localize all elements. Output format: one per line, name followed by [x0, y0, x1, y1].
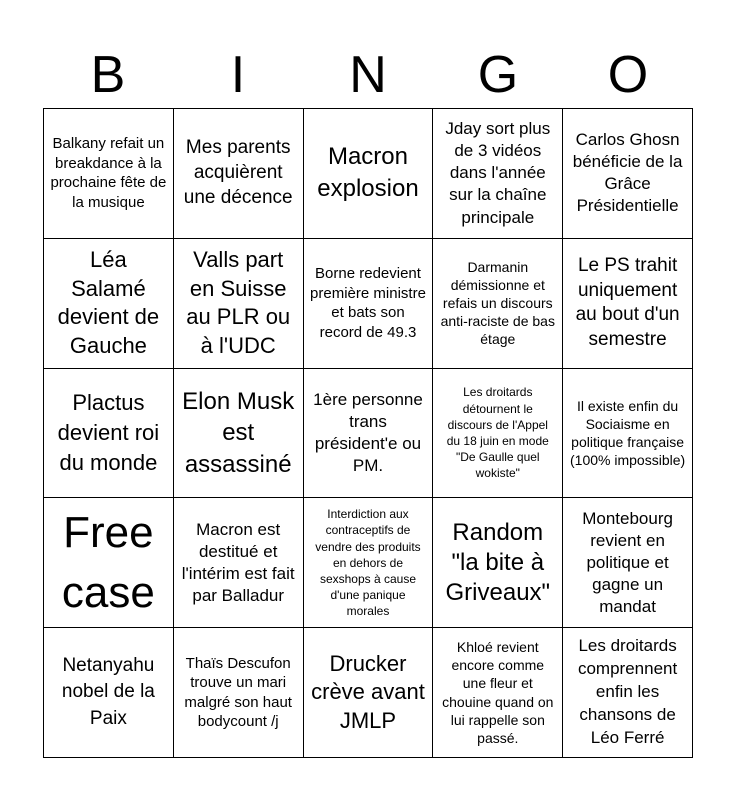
bingo-cell-text: Les droitards détournent le discours de l'Appel du 18 juin en mode "De Gaulle quel wokiste": [446, 385, 549, 481]
bingo-cell[interactable]: [563, 498, 693, 628]
bingo-cell-text: 1ère personne trans président'e ou PM.: [313, 389, 423, 476]
bingo-cell-text: Valls part en Suisse au PLR ou à l'UDC: [186, 247, 291, 358]
title-letter: O: [607, 46, 649, 104]
bingo-cell[interactable]: [44, 239, 174, 369]
bingo-cell-text: Netanyahu nobel de la Paix: [61, 654, 155, 729]
bingo-cell-text: Thaïs Descufon trouve un mari malgré son haut bodycount /j: [184, 654, 292, 731]
bingo-grid: [43, 108, 693, 758]
bingo-cell-text: Jday sort plus de 3 vidéos dans l'année sur la chaîne principale: [445, 119, 551, 227]
bingo-cell[interactable]: [174, 239, 304, 369]
bingo-cell-text: Macron est destitué et l'intérim est fait par Balladur: [181, 519, 295, 605]
bingo-cell-text: Les droitards comprennent enfin les chansons de Léo Ferré: [577, 636, 678, 747]
bingo-cell-text: Macron explosion: [317, 143, 419, 203]
title-letter: N: [349, 46, 387, 104]
bingo-cell[interactable]: [174, 109, 304, 239]
bingo-cell[interactable]: [433, 239, 563, 369]
bingo-cell-text: Balkany refait un breakdance à la prochaine fête de la musique: [50, 135, 167, 211]
bingo-cell-text: Plactus devient roi du monde: [57, 390, 160, 475]
bingo-cell[interactable]: [44, 369, 174, 499]
bingo-cell[interactable]: [44, 498, 174, 628]
bingo-cell[interactable]: [563, 109, 693, 239]
bingo-cell[interactable]: [174, 628, 304, 758]
bingo-cell[interactable]: [563, 239, 693, 369]
bingo-cell-text: Darmanin démissionne et refais un discours anti-raciste de bas étage: [440, 258, 555, 348]
title-letter: G: [477, 46, 519, 104]
bingo-cell-text: Khloé revient encore comme une fleur et chouine quand on lui rappelle son passé.: [442, 639, 554, 746]
title-letter: I: [230, 46, 246, 104]
bingo-cell[interactable]: [44, 109, 174, 239]
bingo-cell-text: Mes parents acquièrent une décence: [183, 137, 293, 208]
bingo-cell-text: Il existe enfin du Sociaisme en politique française (100% impossible): [570, 397, 686, 469]
bingo-cell[interactable]: [174, 369, 304, 499]
bingo-cell[interactable]: [174, 498, 304, 628]
bingo-cell[interactable]: [433, 369, 563, 499]
bingo-title: [43, 42, 693, 108]
bingo-cell-text: Drucker crève avant JMLP: [311, 650, 425, 733]
bingo-cell-text: Montebourg revient en politique et gagne un mandat: [582, 508, 673, 616]
bingo-cell-text: Borne redevient première ministre et bats son record de 49.3: [310, 265, 426, 341]
title-letter: B: [90, 46, 126, 104]
bingo-cell[interactable]: [304, 369, 434, 499]
bingo-cell-text: Elon Musk est assassiné: [182, 388, 295, 478]
bingo-cell[interactable]: [433, 109, 563, 239]
bingo-cell[interactable]: [304, 628, 434, 758]
bingo-cell-text: Free case: [61, 508, 155, 617]
bingo-cell[interactable]: [563, 369, 693, 499]
bingo-cell[interactable]: [44, 628, 174, 758]
bingo-cell[interactable]: [304, 498, 434, 628]
bingo-cell[interactable]: [304, 239, 434, 369]
bingo-cell-text: Le PS trahit uniquement au bout d'un semestre: [575, 254, 680, 350]
bingo-cell-text: Léa Salamé devient de Gauche: [57, 247, 160, 358]
bingo-cell-text: Interdiction aux contraceptifs de vendre des produits en dehors de sexshops à cause d'une panique morales: [315, 507, 421, 619]
bingo-cell[interactable]: [433, 498, 563, 628]
bingo-cell[interactable]: [304, 109, 434, 239]
bingo-cell[interactable]: [433, 628, 563, 758]
bingo-cell-text: Random "la bite à Griveaux": [445, 518, 551, 606]
bingo-cell-text: Carlos Ghosn bénéficie de la Grâce Présidentielle: [572, 130, 683, 216]
bingo-cell[interactable]: [563, 628, 693, 758]
